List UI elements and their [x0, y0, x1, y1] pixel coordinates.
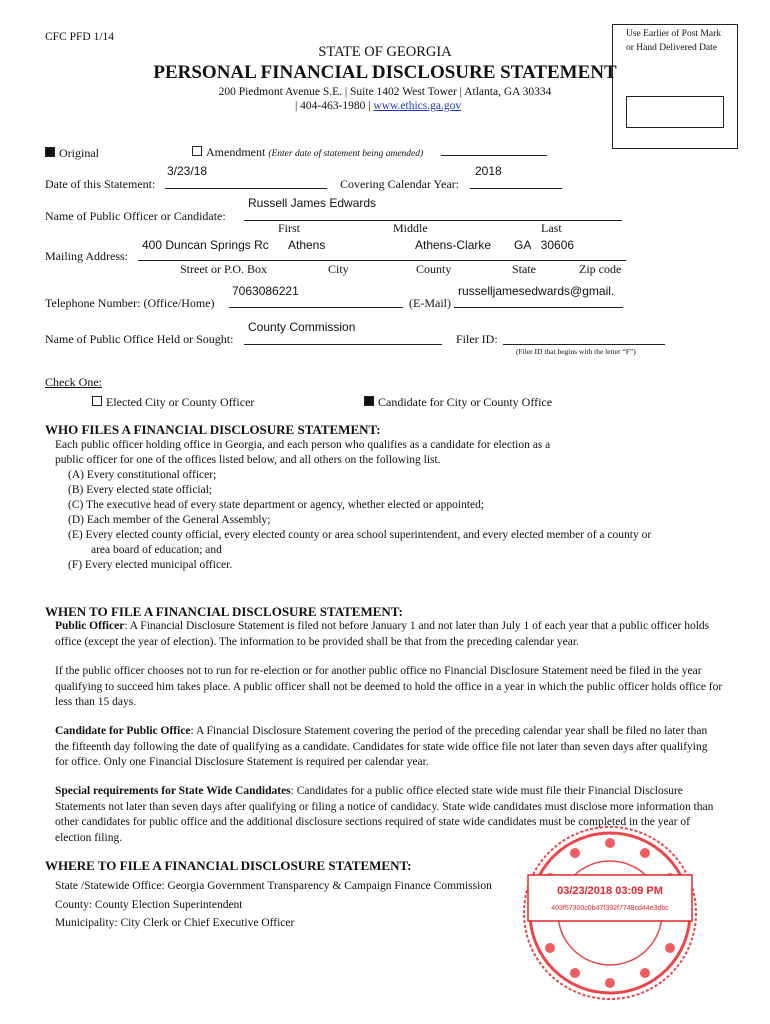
stamp-datetime: 03/23/2018 03:09 PM: [557, 885, 663, 897]
filing-seal-stamp: [520, 823, 700, 1003]
amendment-label: Amendment: [206, 145, 266, 159]
city-label: City: [328, 262, 349, 276]
date-label: Date of this Statement:: [45, 177, 156, 191]
who-intro-1: Each public officer holding office in Georgia, and each person who qualifies as a candidate for election as a: [55, 439, 551, 451]
email-line: [454, 307, 623, 308]
telephone-label: Telephone Number: (Office/Home): [45, 296, 215, 310]
middle-label: Middle: [393, 221, 428, 235]
agency-phone: | 404-463-1980 |: [295, 100, 371, 112]
filer-id-note: (Filer ID that begins with the letter “F”): [516, 347, 636, 356]
covering-year-line: [470, 188, 562, 189]
elected-officer-option[interactable]: [92, 395, 254, 410]
seal-graphic: [520, 823, 700, 1003]
special-term: Special requirements for State Wide Candidates: [55, 785, 291, 797]
amendment-checkbox[interactable]: [192, 146, 202, 156]
candidate-text: : A Financial Disclosure Statement covering the period of the preceding calendar year shall be filed no later than the fifteenth day following the date of qualifying as a candidate. Candidates for state wide office file not later than seven days after qualifying for office. Only one Financial Disclosure Statement is required per calendar year.: [55, 725, 708, 768]
name-line: [244, 220, 622, 221]
where-heading: WHERE TO FILE A FINANCIAL DISCLOSURE STATEMENT:: [45, 858, 412, 873]
covering-year-label: Covering Calendar Year:: [340, 177, 459, 191]
who-item-a: (A) Every constitutional officer;: [68, 469, 217, 481]
public-officer-term: Public Officer: [55, 620, 125, 632]
first-label: First: [278, 221, 301, 235]
agency-website-link[interactable]: www.ethics.ga.gov: [373, 100, 462, 112]
who-item-d: (D) Each member of the General Assembly;: [68, 514, 271, 526]
date-value[interactable]: 3/23/18: [167, 164, 208, 178]
special-text: : Candidates for a public office elected state wide must file their Financial Disclosure Statements not later than seven days after qualifying or filing a notice of candidacy. State wide candidates must disclose more information than other candidates for public office and the additional disclosure sections required of state wide candidates must be completed in the year of election filing.: [55, 785, 714, 844]
county-value[interactable]: Athens-Clarke: [415, 238, 492, 252]
who-heading: WHO FILES A FINANCIAL DISCLOSURE STATEMENT:: [45, 422, 381, 437]
form-code: CFC PFD 1/14: [45, 31, 115, 43]
last-label: Last: [541, 221, 562, 235]
check-one-label: Check One:: [45, 375, 102, 389]
mailing-label: Mailing Address:: [45, 249, 128, 263]
state-heading: STATE OF GEORGIA: [318, 44, 452, 60]
where-county: County: County Election Superintendent: [55, 899, 243, 911]
page-title: PERSONAL FINANCIAL DISCLOSURE STATEMENT: [153, 62, 617, 83]
name-value[interactable]: Russell James Edwards: [248, 196, 377, 210]
telephone-line: [229, 307, 403, 308]
who-intro-2: public officer for one of the offices listed below, and all others on the following list.: [55, 454, 441, 466]
elected-officer-checkbox[interactable]: [92, 396, 102, 406]
mailing-line: [138, 260, 626, 261]
office-label: Name of Public Office Held or Sought:: [45, 332, 234, 346]
date-line: [165, 188, 327, 189]
public-officer-paragraph: [55, 619, 723, 650]
rerun-paragraph: If the public officer chooses not to run for re-election or for another public office no Financial Disclosure Statement need be filed in the year qualifying to succeed him takes place. A public officer shall not be deemed to hold the office in a year in which the public officer holds office for less than 15 days.: [55, 665, 723, 708]
original-checkbox[interactable]: [45, 147, 55, 157]
who-item-e: (E) Every elected county official, every elected county or area school superintendent, and every elected member of a county or: [68, 529, 652, 541]
street-label: Street or P.O. Box: [180, 262, 267, 276]
agency-address: 200 Piedmont Avenue S.E. | Suite 1402 West Tower | Atlanta, GA 30334: [218, 86, 552, 98]
email-value[interactable]: russelljamesedwards@gmail.: [458, 284, 615, 298]
zip-label: Zip code: [579, 262, 622, 276]
street-value[interactable]: 400 Duncan Springs Rc: [142, 238, 269, 252]
filer-id-label: Filer ID:: [456, 332, 498, 346]
email-label: (E-Mail): [409, 296, 451, 310]
public-officer-text: : A Financial Disclosure Statement is filed not before January 1 and not later than July 1 of each year that a public officer holds office (except the year of election). The information to be provided shall be that from the preceding calendar year.: [55, 620, 710, 648]
elected-officer-label: Elected City or County Officer: [106, 395, 255, 409]
who-item-c: (C) The executive head of every state department or agency, whether elected or appointed;: [68, 499, 485, 511]
state-label: State: [512, 262, 536, 276]
covering-year-value[interactable]: 2018: [475, 164, 502, 178]
original-label: Original: [59, 146, 99, 160]
postmark-note-1: Use Earlier of Post Mark: [626, 29, 721, 39]
city-value[interactable]: Athens: [288, 238, 326, 252]
candidate-label: Candidate for City or County Office: [378, 395, 553, 409]
who-item-e-cont: area board of education; and: [91, 544, 222, 556]
who-item-b: (B) Every elected state official;: [68, 484, 213, 496]
candidate-paragraph: [55, 724, 723, 771]
amendment-option[interactable]: [192, 145, 423, 160]
amendment-date-line[interactable]: [441, 155, 547, 156]
postmark-note-2: or Hand Delivered Date: [626, 43, 718, 53]
candidate-term: Candidate for Public Office: [55, 725, 191, 737]
candidate-option[interactable]: [364, 395, 552, 410]
where-municipality: Municipality: City Clerk or Chief Executive Officer: [55, 917, 295, 929]
postmark-date-field[interactable]: [626, 96, 724, 128]
stamp-hash: 403f57300c0b47f392f7748cd44e3dbc: [551, 905, 669, 912]
who-item-f: (F) Every elected municipal officer.: [68, 559, 233, 571]
candidate-checkbox[interactable]: [364, 396, 374, 406]
filer-id-field[interactable]: [503, 344, 665, 345]
office-line: [244, 344, 442, 345]
where-state: State /Statewide Office: Georgia Government Transparency & Campaign Finance Commission: [55, 880, 492, 892]
original-option[interactable]: [45, 146, 99, 161]
amendment-note: (Enter date of statement being amended): [268, 149, 424, 159]
state-zip-value[interactable]: GA 30606: [514, 238, 575, 252]
when-heading: WHEN TO FILE A FINANCIAL DISCLOSURE STATEMENT:: [45, 604, 403, 619]
name-label: Name of Public Officer or Candidate:: [45, 209, 226, 223]
office-value[interactable]: County Commission: [248, 320, 356, 334]
telephone-value[interactable]: 7063086221: [232, 284, 299, 298]
county-label: County: [416, 262, 452, 276]
